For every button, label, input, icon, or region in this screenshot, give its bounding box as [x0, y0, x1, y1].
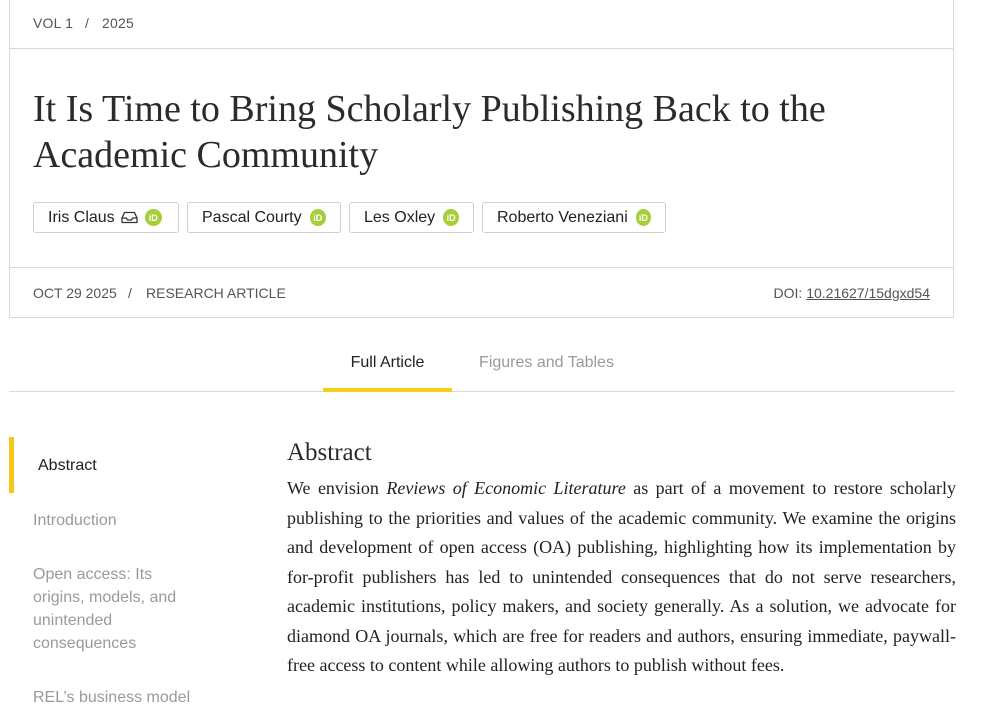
toc-item-introduction[interactable]: Introduction	[33, 512, 117, 529]
active-section-indicator	[9, 437, 14, 493]
tab-figures-and-tables[interactable]: Figures and Tables	[479, 354, 614, 371]
volume-row	[10, 0, 953, 49]
article-header-card	[9, 0, 954, 318]
inbox-icon[interactable]	[121, 211, 138, 224]
abstract-paragraph	[287, 474, 956, 681]
article-tabs	[9, 340, 955, 392]
author-chip-les-oxley[interactable]	[349, 202, 474, 233]
abstract-text-start: We envision	[287, 478, 387, 498]
article-content	[287, 438, 956, 681]
doi-link[interactable]: 10.21627/15dgxd54	[806, 285, 930, 301]
meta-separator: /	[128, 285, 132, 301]
author-name[interactable]: Pascal Courty	[202, 208, 302, 226]
article-type: RESEARCH ARTICLE	[146, 285, 286, 301]
doi-label: DOI:	[773, 285, 803, 301]
orcid-icon[interactable]: iD	[443, 209, 459, 226]
author-name[interactable]: Roberto Veneziani	[497, 208, 628, 226]
journal-name: Reviews of Economic Literature	[386, 478, 626, 498]
volume-separator: /	[85, 15, 90, 31]
toc-item-business-model[interactable]: REL’s business model	[33, 689, 191, 706]
toc-item-open-access[interactable]: Open access: Its origins, models, and unintended consequences	[33, 566, 177, 652]
abstract-text-rest: as part of a movement to restore scholarly publishing to the priorities and values of the academic community. We examine the origins and development of open access (OA) publishing, highlighting how its implementation by for-profit publishers has led to unintended consequences that do not serve researchers, academic institutions, policy makers, and society generally. As a solution, we advocate for diamond OA journals, which are free for readers and authors, ensuring immediate, paywall-free access to content while allowing authors to publish without fees.	[287, 478, 956, 675]
orcid-icon[interactable]: iD	[636, 209, 651, 226]
tab-full-article[interactable]: Full Article	[323, 340, 452, 392]
author-name[interactable]: Les Oxley	[364, 208, 436, 226]
author-chip-pascal-courty[interactable]	[187, 202, 341, 233]
table-of-contents	[9, 437, 249, 714]
author-chip-iris-claus[interactable]	[33, 202, 179, 233]
article-title: It Is Time to Bring Scholarly Publishing Back to the Academic Community	[33, 88, 826, 176]
author-chip-roberto-veneziani[interactable]	[482, 202, 666, 233]
abstract-heading: Abstract	[287, 439, 372, 466]
orcid-icon[interactable]: iD	[145, 209, 162, 226]
publish-date: OCT 29 2025	[33, 285, 117, 301]
doi	[774, 285, 930, 301]
volume-label[interactable]: VOL 1	[33, 15, 74, 31]
orcid-icon[interactable]: iD	[310, 209, 326, 226]
author-name[interactable]: Iris Claus	[48, 208, 115, 226]
year-label[interactable]: 2025	[102, 15, 134, 31]
toc-item-abstract[interactable]: Abstract	[38, 457, 97, 474]
article-meta-row	[10, 267, 953, 318]
